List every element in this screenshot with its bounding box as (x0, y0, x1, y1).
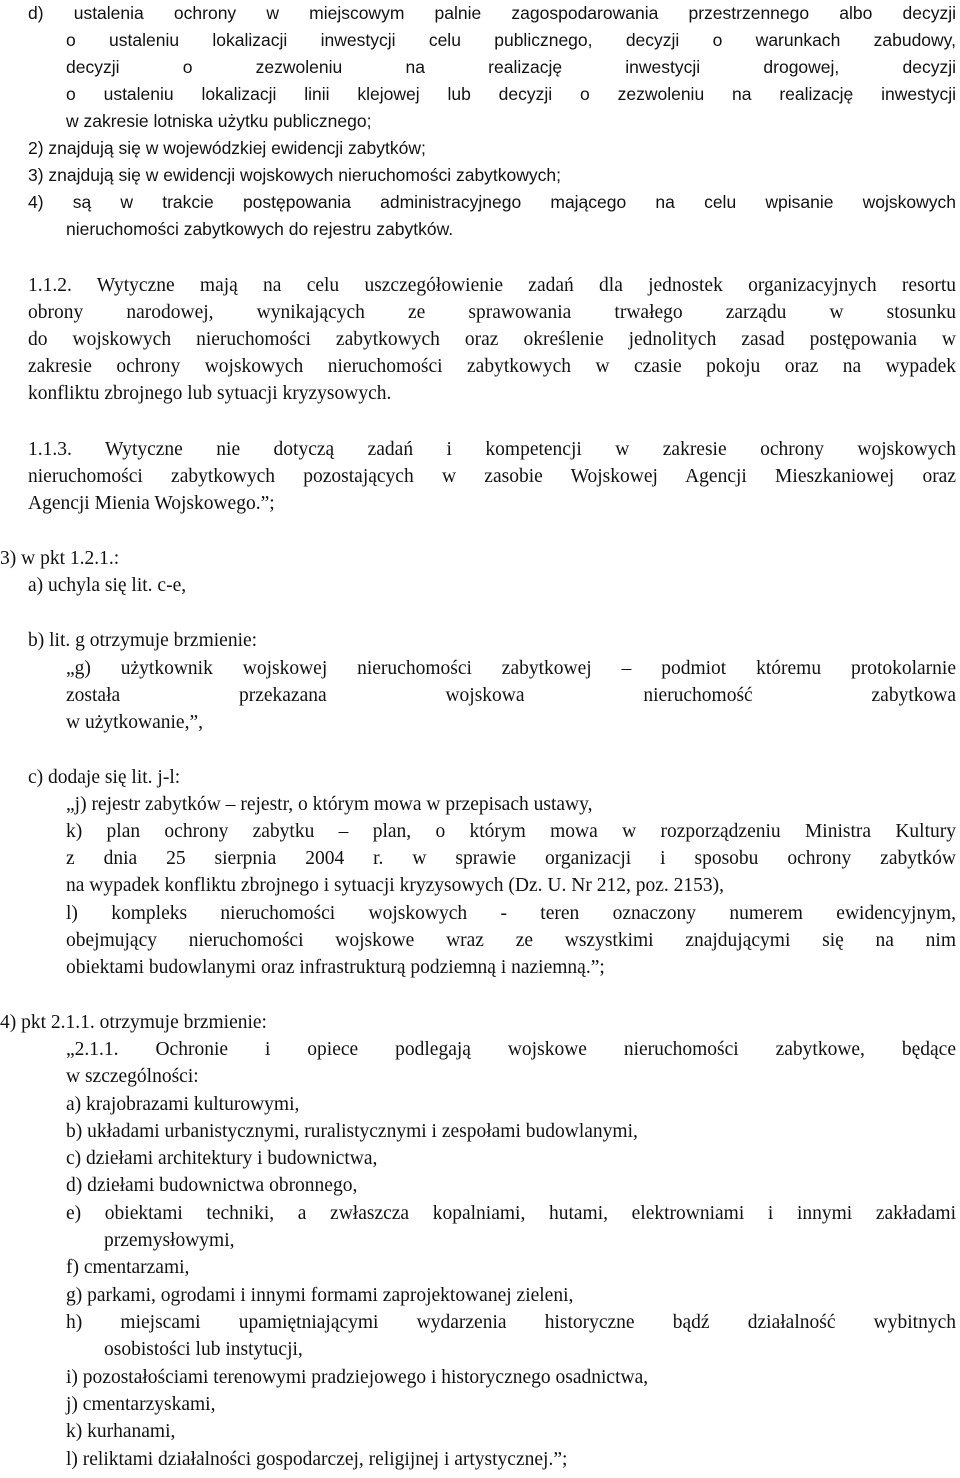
text-line: zakresie ochrony wojskowych nieruchomości zabytkowych w czasie pokoju oraz na wypadek (28, 356, 956, 377)
text-line: o ustaleniu lokalizacji inwestycji celu publicznego, decyzji o warunkach zabudowy, (66, 30, 956, 50)
text-line: przemysłowymi, (104, 1230, 235, 1251)
text-line: 1.1.3. Wytyczne nie dotyczą zadań i kompetencji w zakresie ochrony wojskowych (28, 439, 956, 460)
text-line: nieruchomości zabytkowych do rejestru zabytków. (66, 219, 454, 239)
text-line: nieruchomości zabytkowych pozostających w zasobie Wojskowej Agencji Mieszkaniowej oraz (28, 466, 956, 487)
text-line: w szczególności: (66, 1066, 199, 1087)
text-line: o ustaleniu lokalizacji linii klejowej lub decyzji o zezwoleniu na realizację inwestycji (66, 84, 956, 104)
text-line: b) układami urbanistycznymi, ruralistycznymi i zespołami budowlanymi, (66, 1121, 638, 1142)
text-line: „j) rejestr zabytków – rejestr, o którym mowa w przepisach ustawy, (66, 794, 593, 815)
text-line: 3) znajdują się w ewidencji wojskowych nieruchomości zabytkowych; (28, 165, 562, 185)
text-line: 1.1.2. Wytyczne mają na celu uszczegółowienie zadań dla jednostek organizacyjnych resortu (28, 275, 956, 296)
text-line: 2) znajdują się w wojewódzkiej ewidencji zabytków; (28, 138, 426, 158)
text-line: z dnia 25 sierpnia 2004 r. w sprawie organizacji i sposobu ochrony zabytków (66, 848, 956, 869)
text-line: decyzji o zezwoleniu na realizację inwestycji drogowej, decyzji (66, 57, 956, 77)
text-line: f) cmentarzami, (66, 1257, 190, 1278)
text-line: c) dodaje się lit. j-l: (28, 767, 181, 788)
text-line: konfliktu zbrojnego lub sytuacji kryzysowych. (28, 383, 392, 404)
text-line: w użytkowanie,”, (66, 712, 203, 733)
text-line: 3) w pkt 1.2.1.: (0, 548, 120, 569)
text-line: j) cmentarzyskami, (66, 1394, 216, 1415)
text-line: l) reliktami działalności gospodarczej, religijnej i artystycznej.”; (66, 1449, 568, 1470)
text-line: k) kurhanami, (66, 1421, 176, 1442)
text-line: została przekazana wojskowa nieruchomość zabytkowa (66, 685, 956, 706)
text-line: e) obiektami techniki, a zwłaszcza kopalniami, hutami, elektrowniami i innymi zakładami (66, 1203, 956, 1224)
text-line: „g) użytkownik wojskowej nieruchomości zabytkowej – podmiot któremu protokolarnie (66, 658, 956, 679)
text-line: do wojskowych nieruchomości zabytkowych oraz określenie jednolitych zasad postępowania w (28, 329, 956, 350)
text-line: a) krajobrazami kulturowymi, (66, 1094, 300, 1115)
text-line: h) miejscami upamiętniającymi wydarzenia historyczne bądź działalność wybitnych (66, 1312, 956, 1333)
text-line: k) plan ochrony zabytku – plan, o którym mowa w rozporządzeniu Ministra Kultury (66, 821, 956, 842)
text-line: i) pozostałościami terenowymi pradziejowego i historycznego osadnictwa, (66, 1367, 649, 1388)
text-line: obiektami budowlanymi oraz infrastrukturą podziemną i naziemną.”; (66, 957, 605, 978)
text-line: Agencji Mienia Wojskowego.”; (28, 493, 275, 514)
text-line: d) ustalenia ochrony w miejscowym palnie zagospodarowania przestrzennego albo decyzji (28, 3, 956, 23)
text-line: c) dziełami architektury i budownictwa, (66, 1148, 378, 1169)
text-line: a) uchyla się lit. c-e, (28, 575, 187, 596)
text-line: 4) pkt 2.1.1. otrzymuje brzmienie: (0, 1012, 267, 1033)
text-line: „2.1.1. Ochronie i opiece podlegają wojskowe nieruchomości zabytkowe, będące (66, 1039, 956, 1060)
text-line: obejmujący nieruchomości wojskowe wraz ze wszystkimi znajdującymi się na nim (66, 930, 956, 951)
text-line: d) dziełami budownictwa obronnego, (66, 1175, 358, 1196)
text-line: b) lit. g otrzymuje brzmienie: (28, 630, 258, 651)
text-line: 4) są w trakcie postępowania administracyjnego mającego na celu wpisanie wojskowych (28, 192, 956, 212)
text-line: w zakresie lotniska użytku publicznego; (66, 111, 372, 131)
text-line: obrony narodowej, wynikających ze sprawowania trwałego zarządu w stosunku (28, 302, 956, 323)
text-line: l) kompleks nieruchomości wojskowych - teren oznaczony numerem ewidencyjnym, (66, 903, 956, 924)
text-line: na wypadek konfliktu zbrojnego i sytuacji kryzysowych (Dz. U. Nr 212, poz. 2153), (66, 875, 724, 896)
text-line: osobistości lub instytucji, (104, 1339, 303, 1360)
text-line: g) parkami, ogrodami i innymi formami zaprojektowanej zieleni, (66, 1285, 574, 1306)
